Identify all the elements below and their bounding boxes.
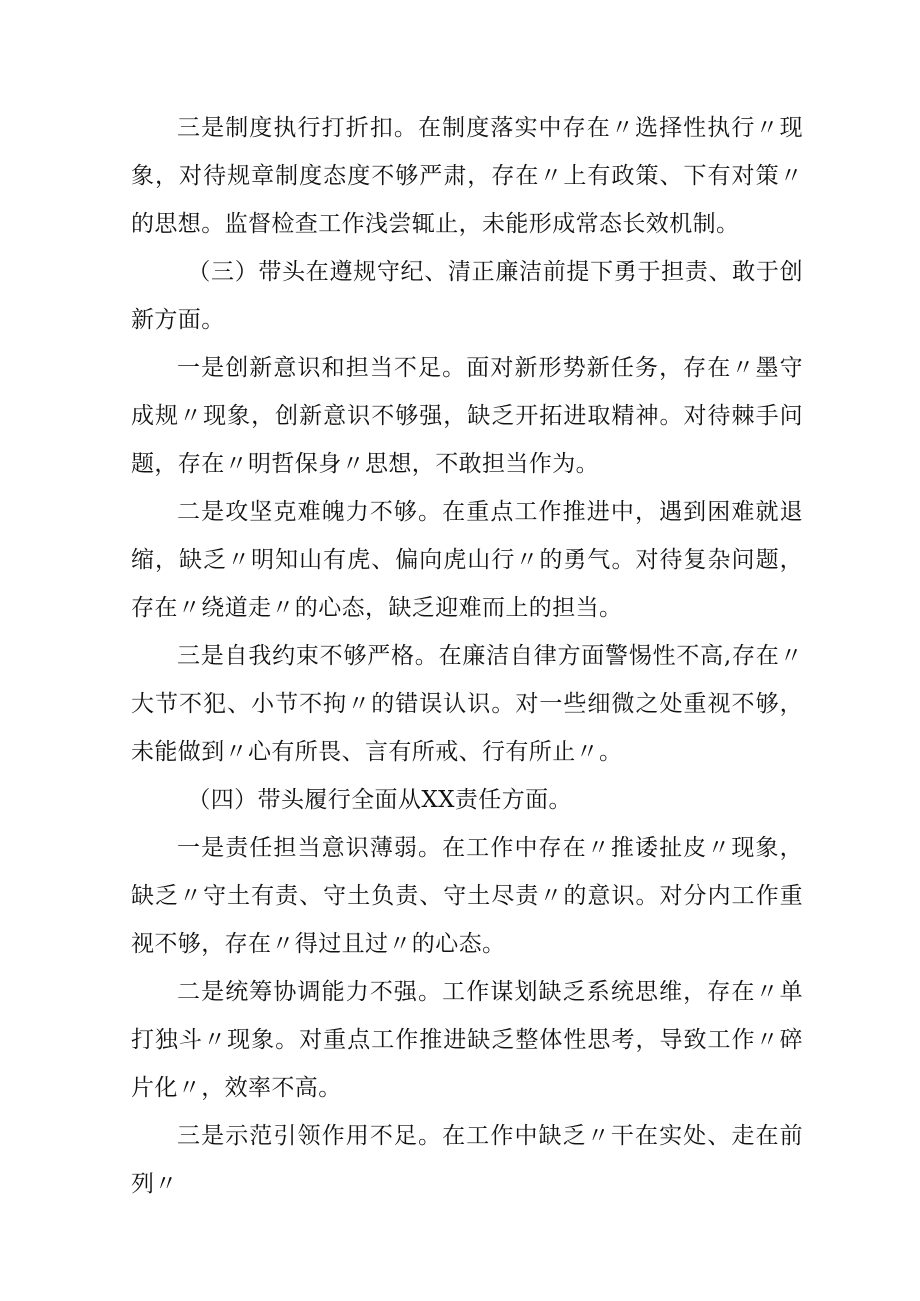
paragraph-tackling-difficulties: 二是攻坚克难魄力不够。在重点工作推进中，遇到困难就退缩，缺乏〃明知山有虎、偏向虎山行〃的勇气。对待复杂问题，存在〃绕道走〃的心态，缺乏迎难而上的担当。: [131, 499, 803, 621]
paragraph-innovation: 一是创新意识和担当不足。面对新形势新任务，存在〃墨守成规〃现象，创新意识不够强，缺乏开拓进取精神。对待棘手问题，存在〃明哲保身〃思想，不敢担当作为。: [131, 355, 803, 477]
paragraph-responsibility: 一是责任担当意识薄弱。在工作中存在〃推诿扯皮〃现象，缺乏〃守土有责、守土负责、守土尽责〃的意识。对分内工作重视不够，存在〃得过且过〃的心态。: [131, 835, 803, 957]
section-heading-four: （四）带头履行全面从XX责任方面。: [187, 787, 572, 813]
paragraph-coordination: 二是统筹协调能力不强。工作谋划缺乏系统思维，存在〃单打独斗〃现象。对重点工作推进缺乏整体性思考，导致工作〃碎片化〃，效率不高。: [131, 979, 803, 1101]
paragraph-self-discipline: 三是自我约束不够严格。在廉洁自律方面警惕性不高,存在〃大节不犯、小节不拘〃的错误认识。对一些细微之处重视不够，未能做到〃心有所畏、言有所戒、行有所止〃。: [131, 643, 803, 765]
section-heading-three: （三）带头在遵规守纪、清正廉洁前提下勇于担责、敢于创新方面。: [131, 259, 803, 333]
paragraph-leadership-example: 三是示范引领作用不足。在工作中缺乏〃干在实处、走在前列〃: [131, 1123, 803, 1197]
document-body: [131, 104, 803, 1208]
paragraph-institution-execution: 三是制度执行打折扣。在制度落实中存在〃选择性执行〃现象，对待规章制度态度不够严肃，存在〃上有政策、下有对策〃的思想。监督检查工作浅尝辄止，未能形成常态长效机制。: [131, 115, 803, 237]
